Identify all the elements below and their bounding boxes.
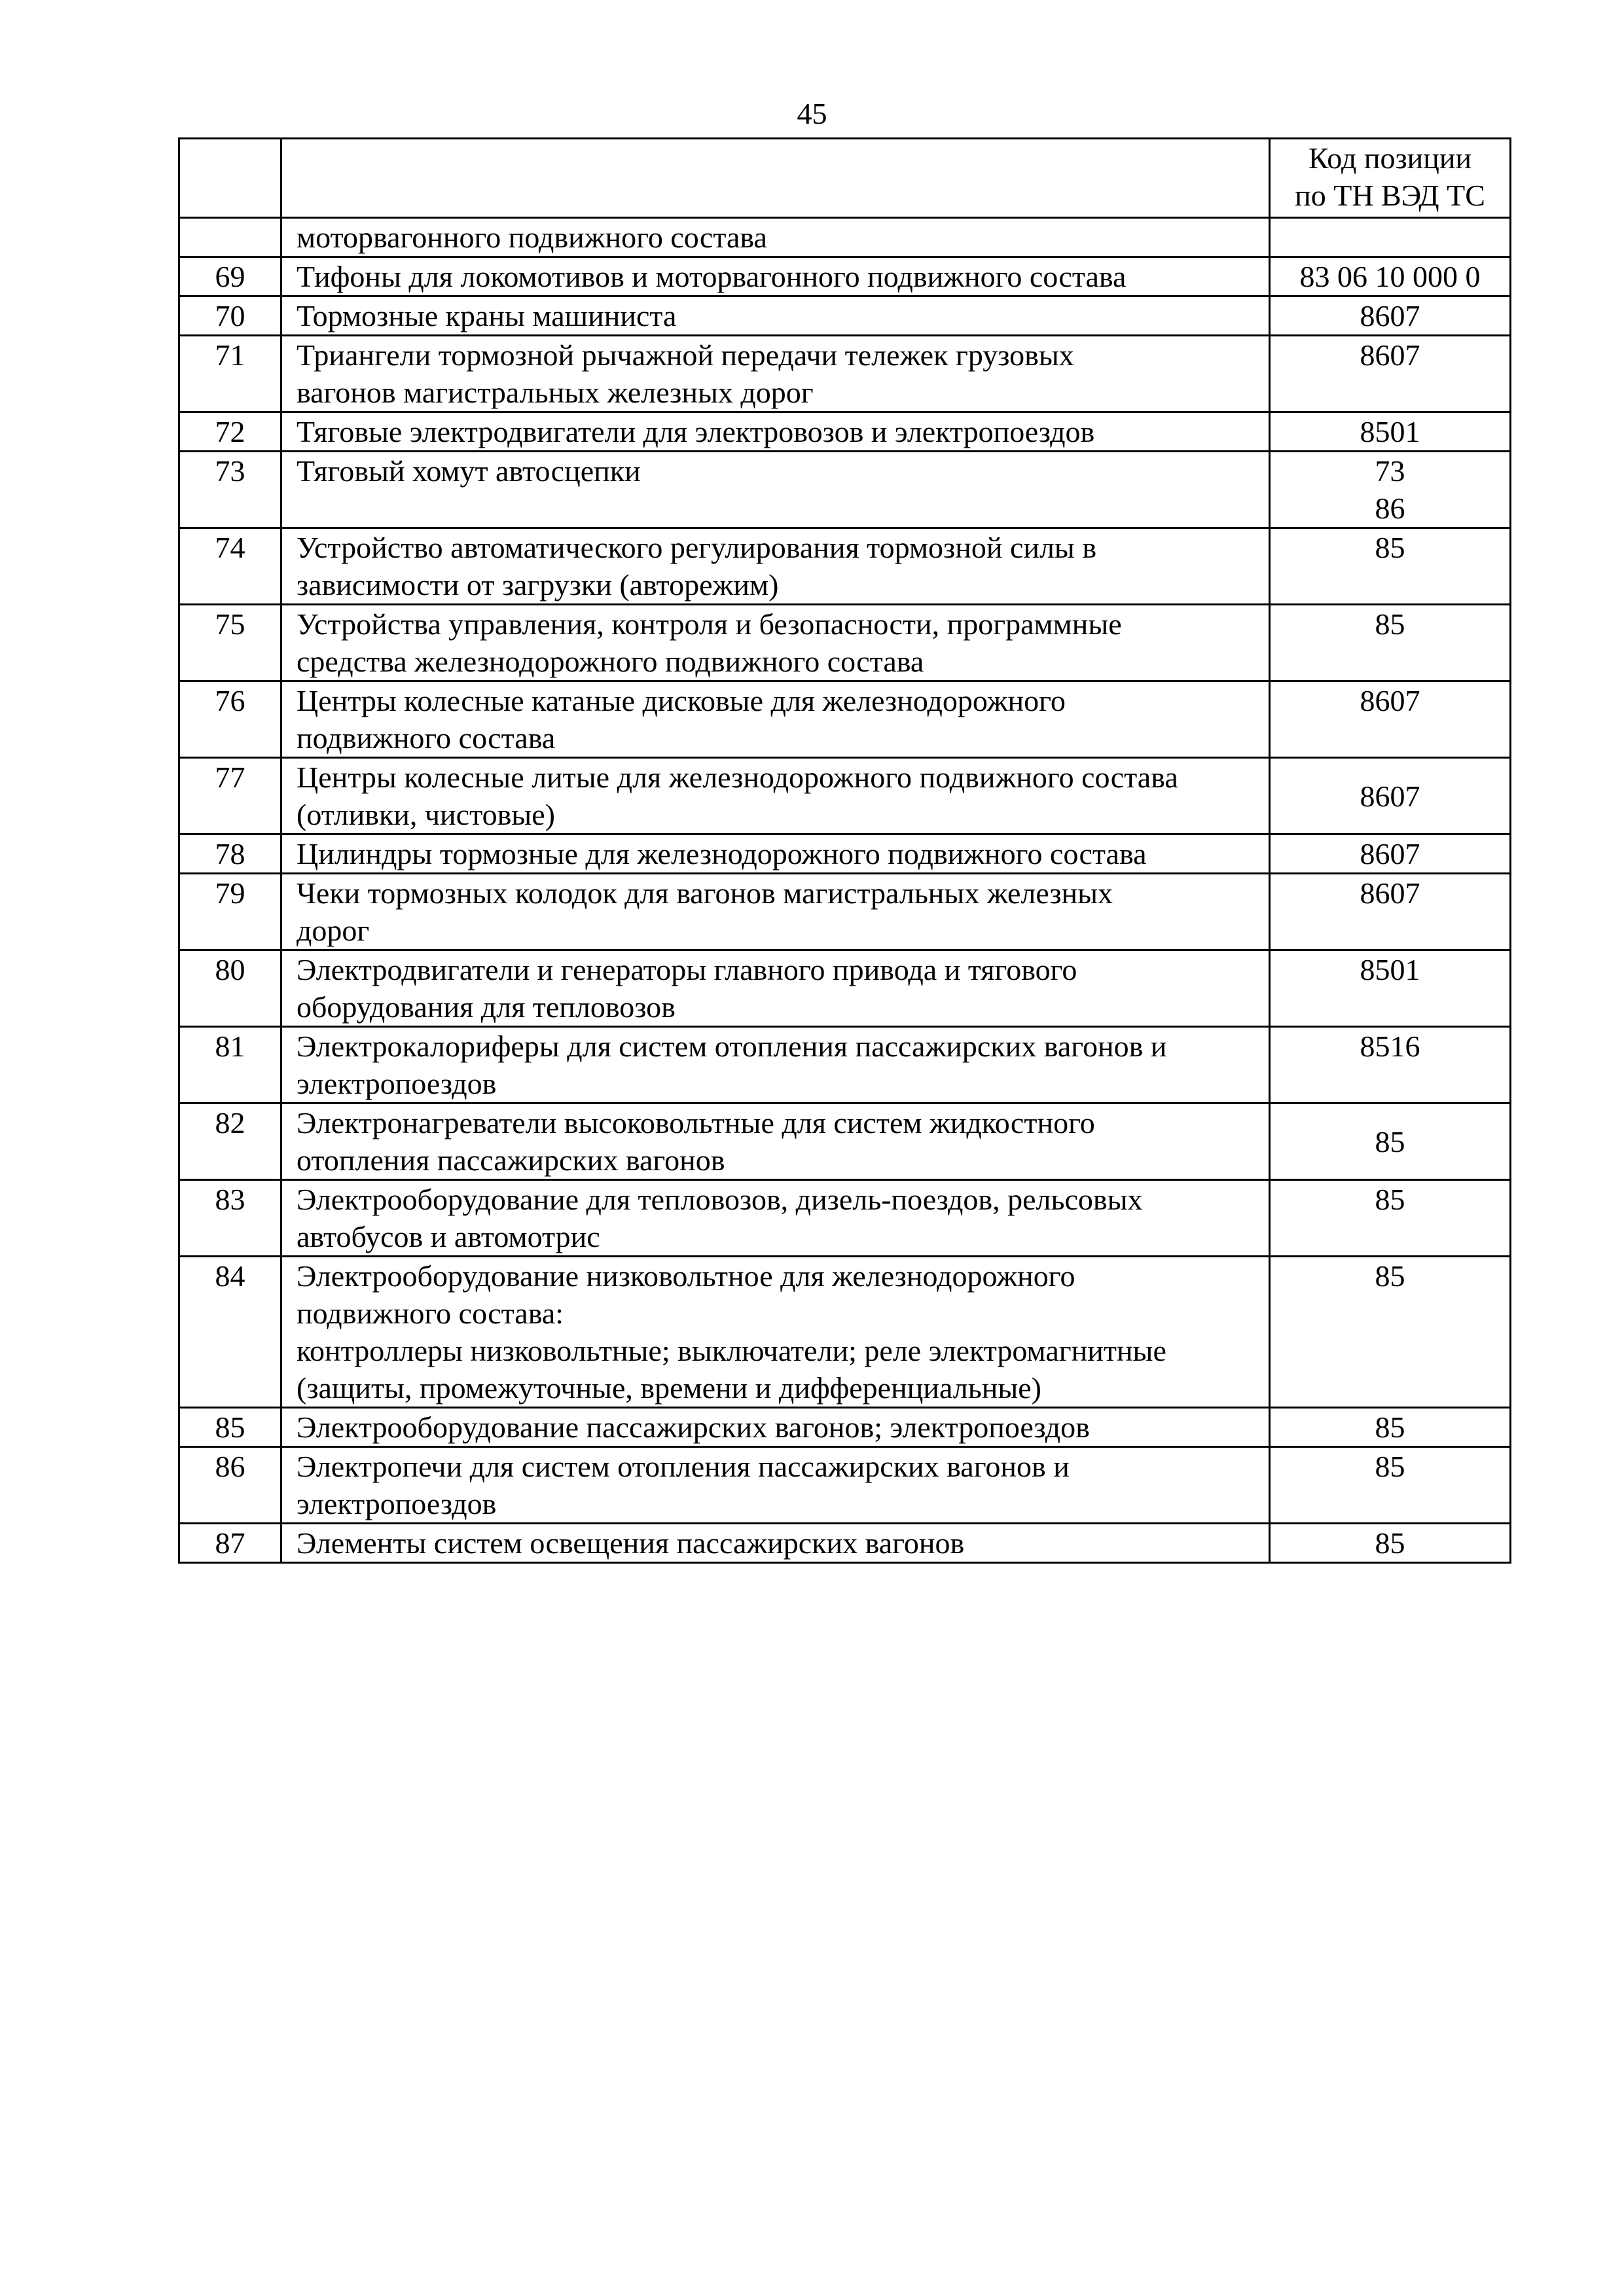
table-row [179, 452, 1511, 528]
row-name-line: Тормозные краны машиниста [297, 299, 677, 332]
row-name-line: (отливки, чистовые) [297, 798, 555, 831]
row-name [281, 1257, 1270, 1408]
row-name [281, 218, 1270, 257]
row-code-line: 8516 [1360, 1030, 1420, 1063]
row-number: 72 [179, 412, 281, 452]
row-name [281, 412, 1270, 452]
row-number: 75 [179, 605, 281, 681]
row-number: 70 [179, 296, 281, 336]
row-name-line: Устройство автоматического регулирования тормозной силы в [297, 531, 1097, 564]
row-code [1270, 1257, 1511, 1408]
row-name-line: электропоездов [297, 1487, 497, 1520]
table-row [179, 528, 1511, 605]
header-num-cell [179, 139, 281, 218]
row-code-line: 73 [1375, 454, 1405, 488]
row-code-line: 85 [1375, 1124, 1405, 1158]
row-code-line: 85 [1375, 607, 1405, 641]
row-name-line: зависимости от загрузки (авторежим) [297, 568, 779, 601]
row-number: 86 [179, 1447, 281, 1524]
row-name [281, 758, 1270, 834]
row-code [1270, 681, 1511, 758]
row-number: 74 [179, 528, 281, 605]
row-number: 82 [179, 1103, 281, 1180]
header-name-cell [281, 139, 1270, 218]
row-number: 73 [179, 452, 281, 528]
row-name [281, 950, 1270, 1027]
row-name-line: Чеки тормозных колодок для вагонов магистральных железных [297, 876, 1113, 910]
row-code [1270, 412, 1511, 452]
row-name-line: Электрооборудование пассажирских вагонов; электропоездов [297, 1410, 1090, 1444]
row-code-line: 85 [1375, 1450, 1405, 1483]
row-name-line: оборудования для тепловозов [297, 990, 676, 1024]
row-name-line: Электрооборудование для тепловозов, дизель-поездов, рельсовых [297, 1183, 1143, 1216]
row-code [1270, 1408, 1511, 1447]
row-name-line: Триангели тормозной рычажной передачи тележек грузовых [297, 338, 1074, 372]
row-number [179, 218, 281, 257]
table-row [179, 257, 1511, 296]
table-row [179, 1447, 1511, 1524]
row-code-line: 8607 [1360, 299, 1420, 332]
row-code [1270, 1447, 1511, 1524]
row-name [281, 834, 1270, 874]
table-row [179, 758, 1511, 834]
table-row [179, 950, 1511, 1027]
row-name-line: Электрокалориферы для систем отопления пассажирских вагонов и [297, 1030, 1167, 1063]
row-name [281, 874, 1270, 950]
row-name-line: подвижного состава [297, 721, 556, 755]
row-name-line: Элементы систем освещения пассажирских вагонов [297, 1526, 965, 1560]
row-name-line: вагонов магистральных железных дорог [297, 376, 814, 409]
row-name [281, 296, 1270, 336]
row-code [1270, 1524, 1511, 1563]
row-number: 84 [179, 1257, 281, 1408]
row-name [281, 1524, 1270, 1563]
row-name [281, 336, 1270, 412]
table-row [179, 1180, 1511, 1257]
row-code [1270, 874, 1511, 950]
row-name-line: Электродвигатели и генераторы главного привода и тягового [297, 953, 1077, 986]
row-code [1270, 834, 1511, 874]
row-code [1270, 218, 1511, 257]
row-code-line: 8607 [1360, 684, 1420, 717]
row-name-line: дорог [297, 914, 370, 947]
row-name-line: моторвагонного подвижного состава [297, 221, 767, 254]
row-number: 81 [179, 1027, 281, 1103]
row-name [281, 452, 1270, 528]
row-code-line: 8501 [1360, 953, 1420, 986]
row-name-line: Тяговые электродвигатели для электровозов и электропоездов [297, 415, 1095, 448]
table-row [179, 834, 1511, 874]
row-code [1270, 950, 1511, 1027]
row-name-line: подвижного состава: [297, 1297, 564, 1330]
row-code-line: 8501 [1360, 415, 1420, 448]
row-name-line: автобусов и автомотрис [297, 1220, 600, 1253]
row-code-line: 8607 [1360, 837, 1420, 870]
table-row [179, 605, 1511, 681]
row-code-line: 85 [1375, 1259, 1405, 1293]
page-number: 45 [797, 97, 827, 130]
row-code-line: 85 [1375, 1183, 1405, 1216]
row-code [1270, 452, 1511, 528]
row-number: 78 [179, 834, 281, 874]
row-name-line: электропоездов [297, 1067, 497, 1100]
row-code-line: 85 [1375, 1526, 1405, 1560]
row-name-line: контроллеры низковольтные; выключатели; реле электромагнитные [297, 1334, 1166, 1367]
row-name [281, 605, 1270, 681]
table-row [179, 412, 1511, 452]
row-name [281, 1180, 1270, 1257]
row-number: 76 [179, 681, 281, 758]
row-name-line: отопления пассажирских вагонов [297, 1143, 725, 1177]
header-code-cell [1270, 139, 1511, 218]
row-code [1270, 336, 1511, 412]
row-code [1270, 605, 1511, 681]
row-code-line: 8607 [1360, 876, 1420, 910]
row-code [1270, 257, 1511, 296]
row-name-line: Электропечи для систем отопления пассажирских вагонов и [297, 1450, 1070, 1483]
row-code [1270, 528, 1511, 605]
row-number: 71 [179, 336, 281, 412]
table-row [179, 681, 1511, 758]
row-number: 77 [179, 758, 281, 834]
table-row [179, 1524, 1511, 1563]
row-name [281, 257, 1270, 296]
continuation-row [179, 218, 1511, 257]
row-name-line: Тифоны для локомотивов и моторвагонного подвижного состава [297, 260, 1127, 293]
row-code-line: 8607 [1360, 338, 1420, 372]
row-name [281, 528, 1270, 605]
header-code-line: по ТН ВЭД ТС [1295, 179, 1485, 212]
row-code [1270, 296, 1511, 336]
table-row [179, 1257, 1511, 1408]
row-code [1270, 1180, 1511, 1257]
row-number: 83 [179, 1180, 281, 1257]
row-name-line: Электронагреватели высоковольтные для систем жидкостного [297, 1106, 1095, 1139]
table-row [179, 1027, 1511, 1103]
row-name-line: Цилиндры тормозные для железнодорожного подвижного состава [297, 837, 1147, 870]
row-code-line: 86 [1375, 492, 1405, 525]
row-name-line: Электрооборудование низковольтное для железнодорожного [297, 1259, 1075, 1293]
row-name-line: Центры колесные литые для железнодорожного подвижного состава [297, 761, 1178, 794]
row-name [281, 1447, 1270, 1524]
row-code-line: 83 06 10 000 0 [1299, 260, 1481, 293]
row-name-line: средства железнодорожного подвижного состава [297, 645, 924, 678]
row-code [1270, 758, 1511, 834]
row-code-line: 85 [1375, 1410, 1405, 1444]
row-number: 79 [179, 874, 281, 950]
table-row [179, 336, 1511, 412]
row-name [281, 1103, 1270, 1180]
row-code [1270, 1027, 1511, 1103]
row-name [281, 1408, 1270, 1447]
row-code [1270, 1103, 1511, 1180]
row-number: 87 [179, 1524, 281, 1563]
row-name [281, 1027, 1270, 1103]
table-row [179, 874, 1511, 950]
row-name-line: Тяговый хомут автосцепки [297, 454, 641, 488]
table-row [179, 296, 1511, 336]
row-number: 80 [179, 950, 281, 1027]
row-name-line: Устройства управления, контроля и безопасности, программные [297, 607, 1122, 641]
row-name-line: Центры колесные катаные дисковые для железнодорожного [297, 684, 1066, 717]
row-code-line: 8607 [1360, 779, 1420, 813]
table-header-row [179, 139, 1511, 218]
table-row [179, 1103, 1511, 1180]
header-code-line: Код позиции [1308, 141, 1472, 175]
equipment-code-table [178, 137, 1511, 1564]
row-number: 69 [179, 257, 281, 296]
row-number: 85 [179, 1408, 281, 1447]
row-name-line: (защиты, промежуточные, времени и дифференциальные) [297, 1371, 1041, 1405]
table-row [179, 1408, 1511, 1447]
row-name [281, 681, 1270, 758]
row-code-line: 85 [1375, 531, 1405, 564]
